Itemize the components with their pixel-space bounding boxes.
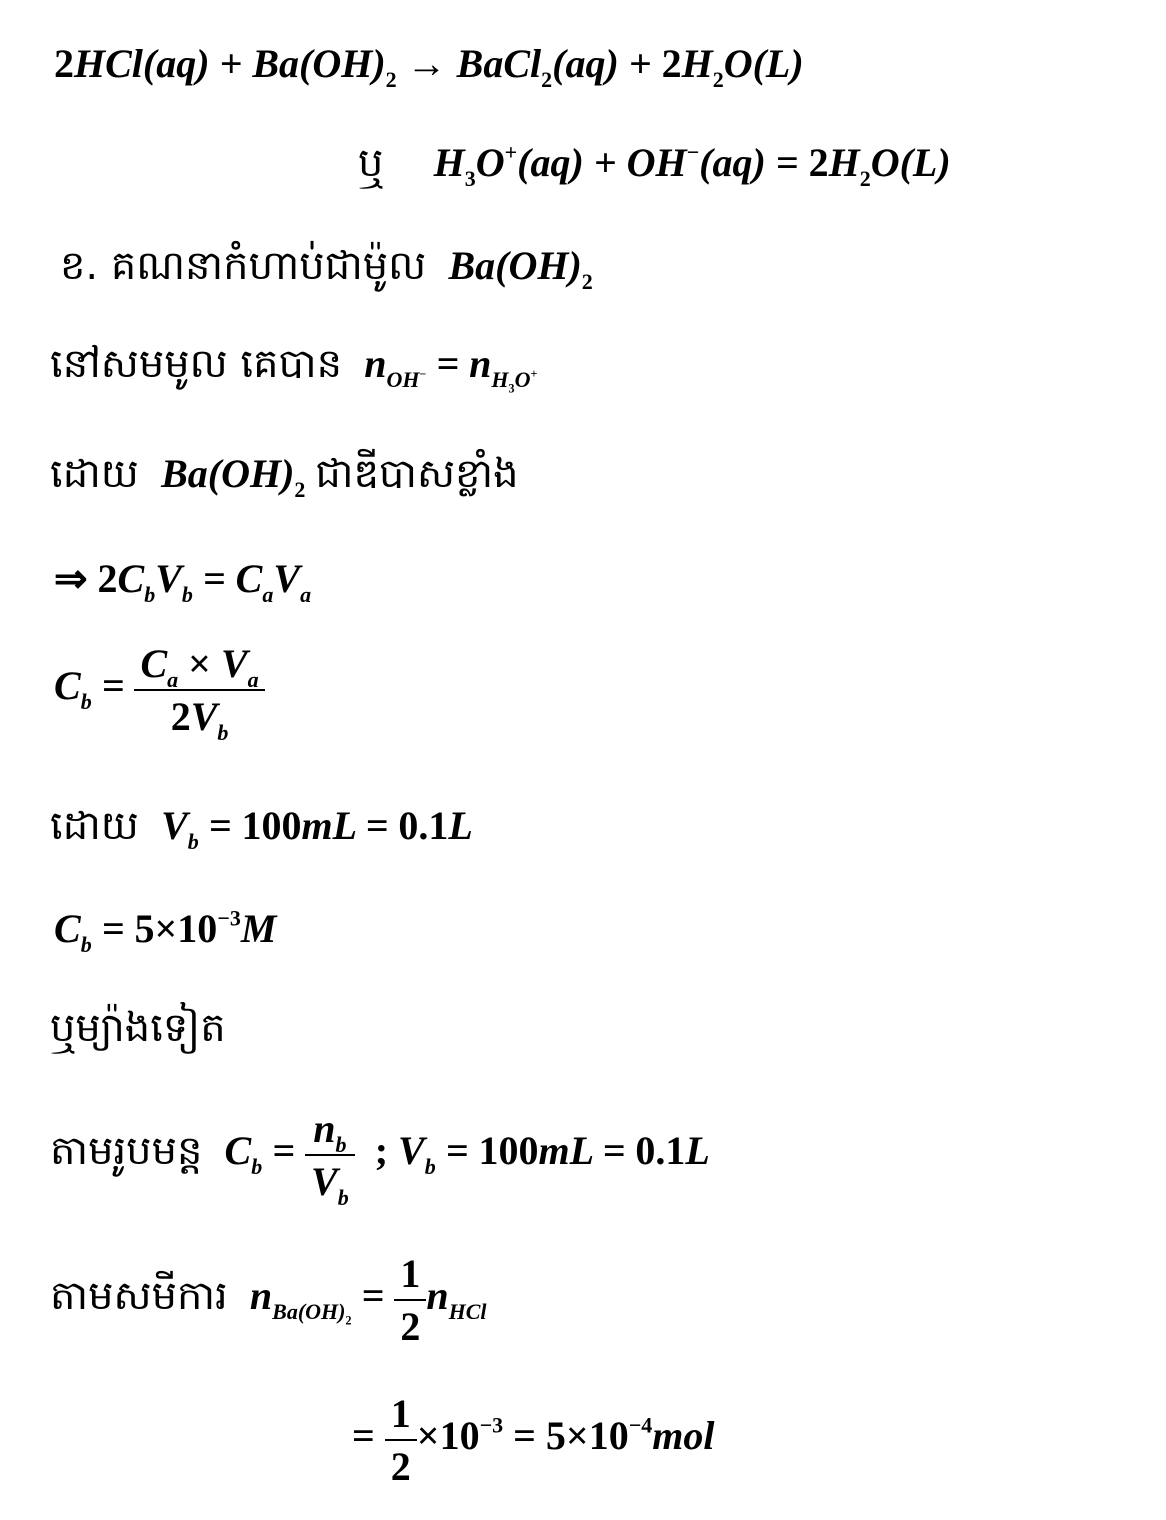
equation-ionic [358,137,951,196]
since-word: ដោយ [50,451,139,497]
or-word: ឬ [358,140,384,186]
ionic-formula: $H_3O^+(aq) + OH^-(aq) = 2H_2O(L)$ [433,139,951,191]
equivalence-text: នៅសមមូល គេបាន [50,341,343,387]
by-formula-text: តាមរូបមន្ត [50,1128,203,1175]
nb-vb-fraction: $\frac{n_b}{V_b}$ [305,1105,355,1205]
since-word-2: ដោយ [50,803,139,849]
equation-reaction: $2HCl(aq) + Ba(OH)_2$ → BaCl$_2$(aq) + $2H_2O(L)$ [54,41,804,92]
half-fraction: $\frac{1}{2}$ [394,1250,426,1350]
equivalence-line [50,338,537,397]
vb-line [50,800,473,859]
strong-base-formula: $Ba(OH)_2$ [161,451,306,502]
strong-base-text: ជាឌីបាសខ្លាំង [315,451,519,497]
section-b-heading [60,240,593,299]
half-fraction-2: $\frac{1}{2}$ [385,1390,417,1490]
section-b-label: ខ. គណនាកំហាប់ជាម៉ូល [60,243,427,289]
strong-base-line [50,448,519,507]
n-result: = $\frac{1}{2}$ $\times 10^{-3} = 5\times 10^{-4}mol$ [352,1391,715,1489]
cb-result: $C_b = 5\times 10^{-3}M$ [54,905,277,957]
by-equation-line [50,1250,487,1350]
section-b-formula: $Ba(OH)_2$ [448,243,593,294]
by-equation-text: តាមសមីការ [50,1273,228,1320]
vb-value: $V_b = 100mL = 0.1L$ [161,803,473,854]
n-relation: $n_{Ba(OH)_2}$ = $\frac{1}{2}$ $n_{HCl}$ [249,1251,487,1349]
alternative-text: ឬម្យ៉ាងទៀត [50,1005,226,1051]
cb-fraction: $\frac{C_a \times V_a}{2V_b}$ [134,640,264,740]
cb-definition: $C_b$ = $\frac{n_b}{V_b}$ ; $V_b = 100mL = 0.1L$ [224,1106,710,1210]
by-formula-line [50,1105,710,1210]
cb-formula: $C_b$ = $\frac{C_a \times V_a}{2V_b}$ [54,640,265,740]
equivalence-formula: $n_{OH^-} = n_{H_3O^+}$ [364,341,538,396]
implies-formula: ⇒ $2C_bV_b = C_aV_a$ [54,556,312,607]
